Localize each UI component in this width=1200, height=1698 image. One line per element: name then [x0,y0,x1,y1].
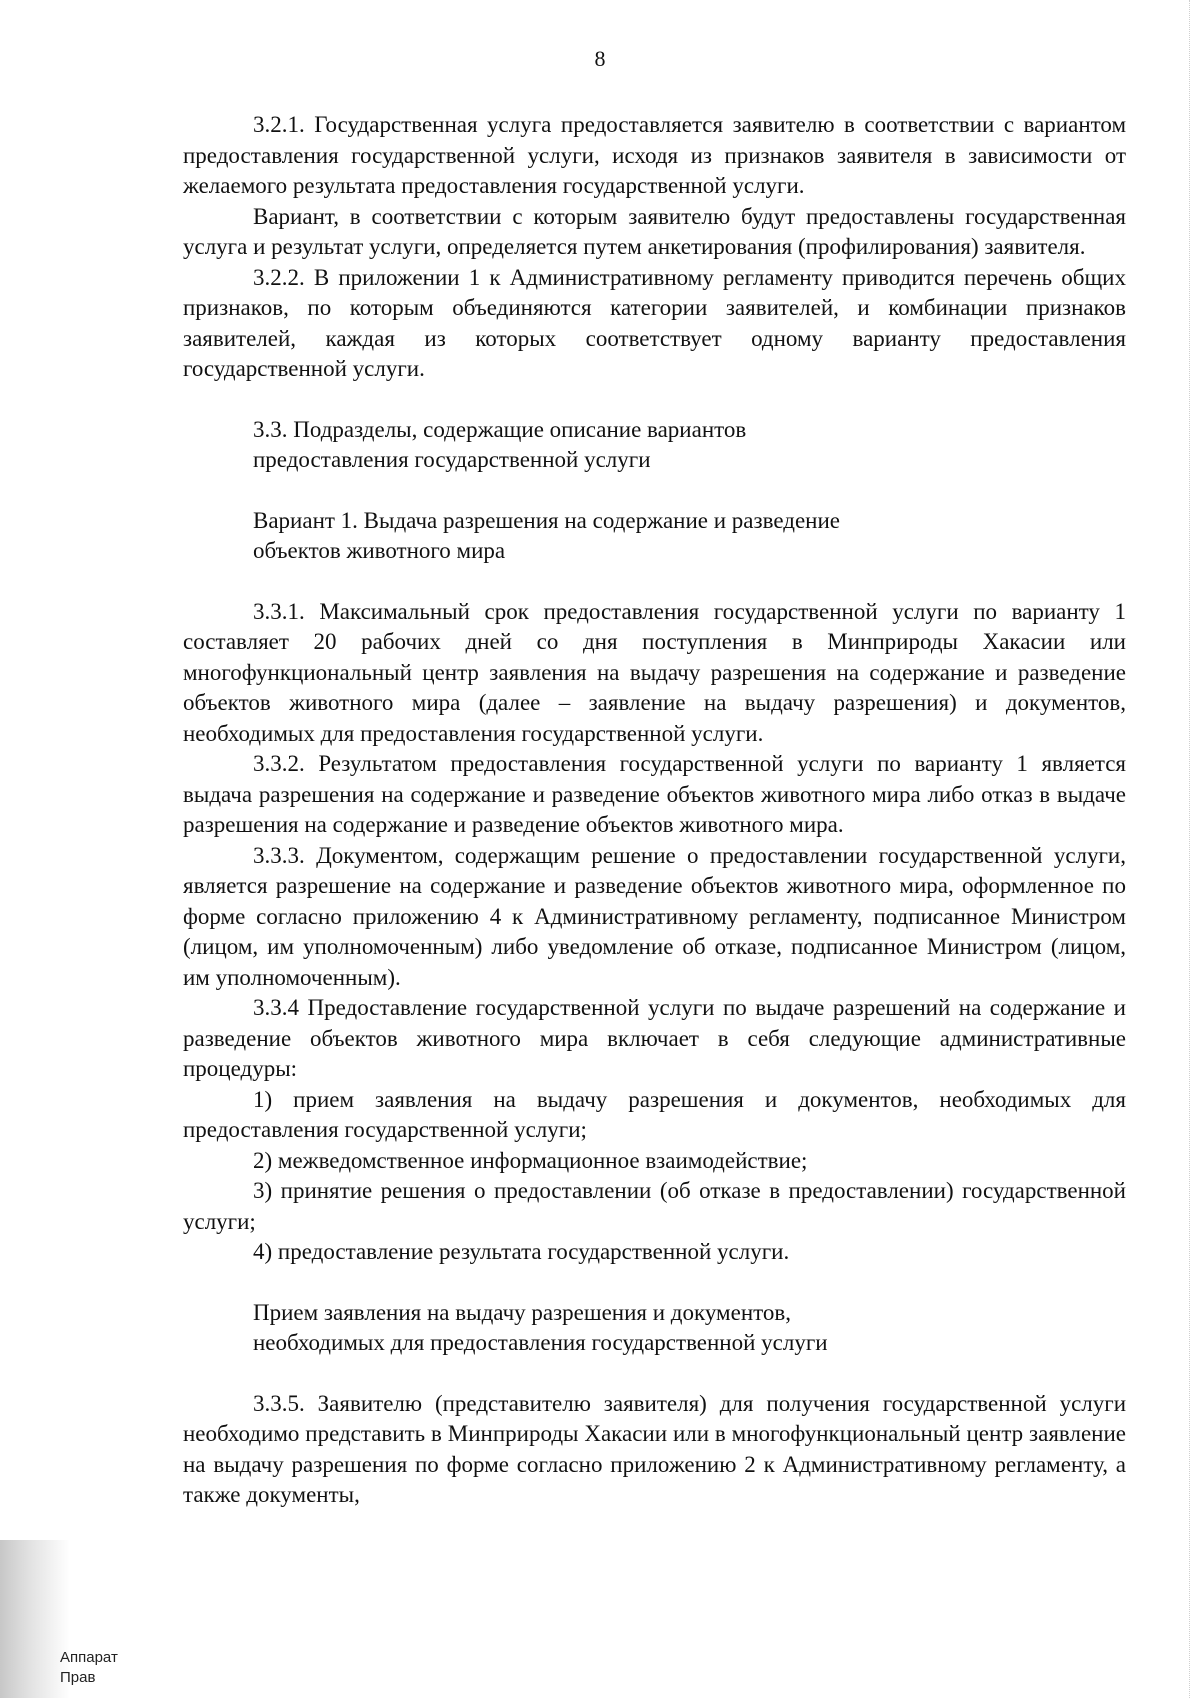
list-item: 3) принятие решения о предоставлении (об отказе в предоставлении) государственной услуги; [183,1178,1126,1234]
paragraph: 3.3.4 Предоставление государственной услуги по выдаче разрешений на содержание и разведение объектов животного мира включает в себя следующие административные процедуры: [183,995,1126,1081]
document-body [183,110,1126,1511]
paragraph: Вариант, в соответствии с которым заявителю будут предоставлены государственная услуга и результат услуги, определяется путем анкетирования (профилирования) заявителя. [183,203,1126,259]
heading-line: Вариант 1. Выдача разрешения на содержание и разведение [253,507,840,533]
list-item: 4) предоставление результата государственной услуги. [253,1239,790,1264]
subsection-heading [183,1298,1126,1359]
paragraph: 3.3.2. Результатом предоставления государственной услуги по варианту 1 является выдача разрешения на содержание и разведение объектов животного мира либо отказ в выдаче разрешения на содержание и разведение объектов животного мира. [183,751,1126,837]
stamp-line: Прав [60,1669,96,1686]
paragraph: 3.3.5. Заявителю (представителю заявителя) для получения государственной услуги необходимо представить в Минприроды Хакасии или в многофункциональный центр заявление на выдачу разрешения по форме согласно приложению 2 к Административному регламенту, а также документы, [183,1390,1126,1507]
heading-line: объектов животного мира [253,538,506,563]
heading-line: предоставления государственной услуги [253,447,651,472]
section-heading [183,415,1126,476]
scan-edge-right [1181,0,1190,1698]
office-stamp [60,1648,118,1688]
list-item: 1) прием заявления на выдачу разрешения и документов, необходимых для предоставления государственной услуги; [183,1086,1126,1142]
list-item: 2) межведомственное информационное взаимодействие; [253,1147,808,1173]
paragraph: 3.3.3. Документом, содержащим решение о предоставлении государственной услуги, является разрешение на содержание и разведение объектов животного мира, оформленное по форме согласно приложению 4 к Административному регламенту, подписанное Министром (лицом, им уполномоченным) либо уведомление об отказе, подписанное Министром (лицом, им уполномоченным). [183,842,1126,990]
page-number: 8 [594,46,606,71]
heading-line: Прием заявления на выдачу разрешения и документов, [253,1299,791,1325]
heading-line: 3.3. Подразделы, содержащие описание вариантов [253,416,747,442]
paragraph: 3.2.1. Государственная услуга предоставляется заявителю в соответствии с вариантом предоставления государственной услуги, исходя из признаков заявителя в зависимости от желаемого результата предоставления государственной услуги. [183,112,1126,198]
stamp-line: Аппарат [60,1649,118,1666]
variant-heading [183,506,1126,567]
paragraph: 3.2.2. В приложении 1 к Административному регламенту приводится перечень общих признаков, по которым объединяются категории заявителей, и комбинации признаков заявителей, каждая из которых соответствует одному варианту предоставления государственной услуги. [183,264,1126,381]
paragraph: 3.3.1. Максимальный срок предоставления государственной услуги по варианту 1 составляет 20 рабочих дней со дня поступления в Минприроды Хакасии или многофункциональный центр заявления на выдачу разрешения на содержание и разведение объектов животного мира (далее – заявление на выдачу разрешения) и документов, необходимых для предоставления государственной услуги. [183,598,1126,746]
heading-line: необходимых для предоставления государственной услуги [253,1330,828,1355]
